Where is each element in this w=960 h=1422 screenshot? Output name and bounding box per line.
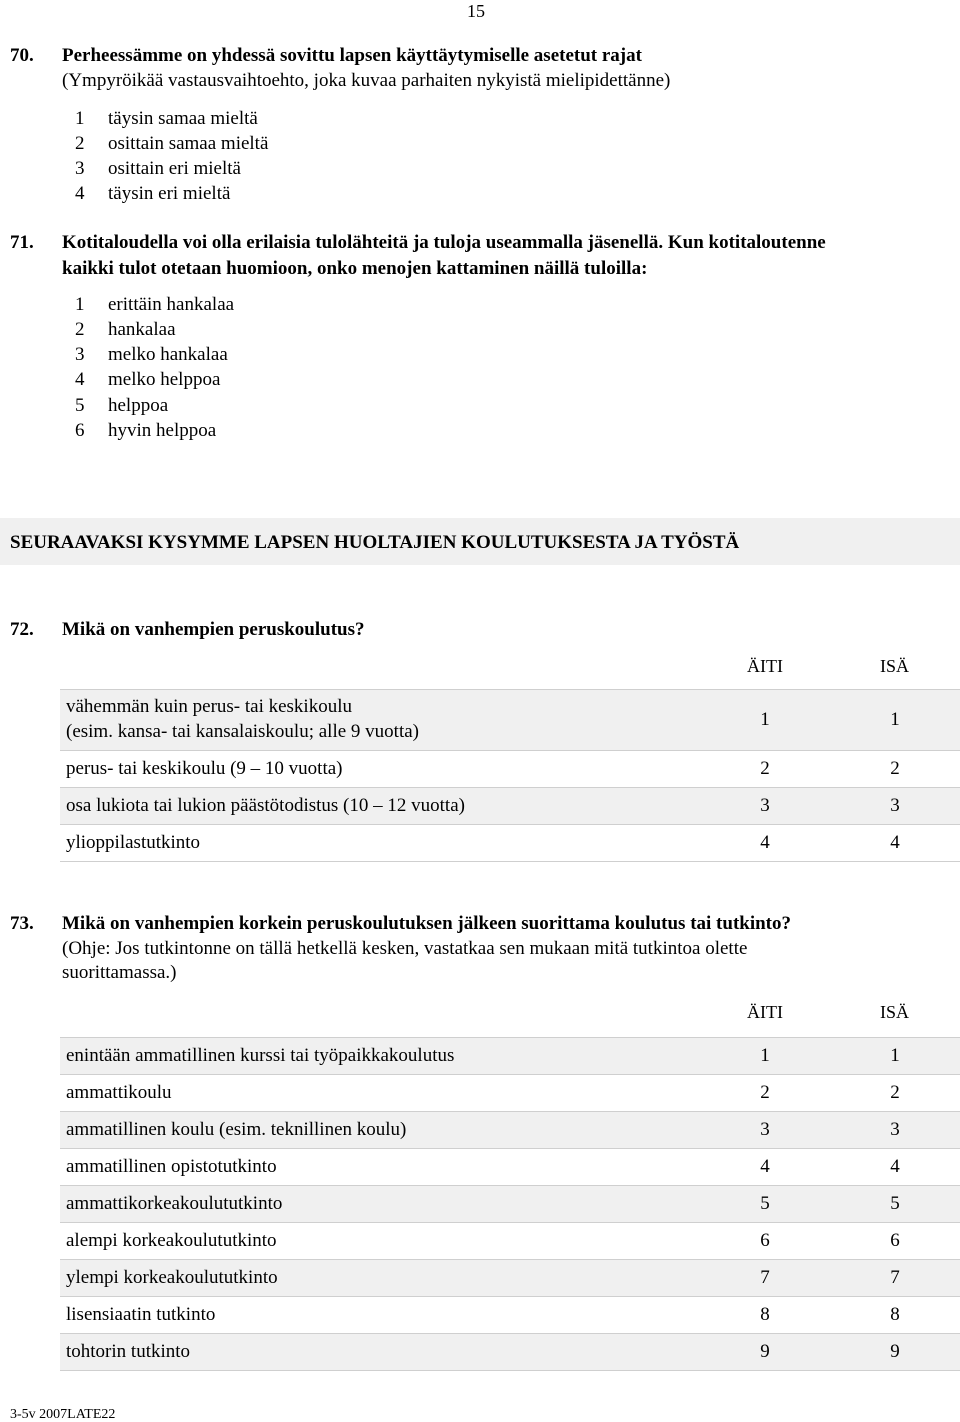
q73-father-option[interactable]: 5 bbox=[830, 1186, 960, 1223]
q73-title: Mikä on vanhempien korkein peruskoulutuksen jälkeen suorittama koulutus tai tutkinto? bbox=[62, 913, 792, 934]
q71-number: 71. bbox=[10, 232, 34, 253]
q73-row-label: alempi korkeakoulututkinto bbox=[60, 1223, 700, 1260]
q72-father-option[interactable]: 3 bbox=[830, 788, 960, 825]
q72-mother-option[interactable]: 2 bbox=[700, 751, 830, 788]
q70-instruction: (Ympyröikää vastausvaihtoehto, joka kuvaa parhaiten nykyistä mielipidettänne) bbox=[62, 70, 671, 91]
q72-table bbox=[60, 689, 960, 862]
q72-col-father: ISÄ bbox=[880, 656, 910, 676]
q73-row-label: enintään ammatillinen kurssi tai työpaikkakoulutus bbox=[60, 1038, 700, 1075]
q73-father-option[interactable]: 9 bbox=[830, 1334, 960, 1371]
table-row bbox=[60, 825, 960, 862]
q73-mother-option[interactable]: 3 bbox=[700, 1112, 830, 1149]
q73-father-option[interactable]: 1 bbox=[830, 1038, 960, 1075]
q72-row-label: osa lukiota tai lukion päästötodistus (10 – 12 vuotta) bbox=[60, 788, 700, 825]
table-row bbox=[60, 1334, 960, 1371]
q73-father-option[interactable]: 6 bbox=[830, 1223, 960, 1260]
q72-title: Mikä on vanhempien peruskoulutus? bbox=[62, 619, 365, 640]
table-row bbox=[60, 788, 960, 825]
q73-note-line1: (Ohje: Jos tutkintonne on tällä hetkellä kesken, vastatkaa sen mukaan mitä tutkintoa olette bbox=[62, 938, 748, 959]
page-number: 15 bbox=[467, 1, 485, 21]
q71-text-line1: Kotitaloudella voi olla erilaisia tulolähteitä ja tuloja useammalla jäsenellä. Kun kotitaloutenne bbox=[62, 232, 826, 253]
q71-text-line2: kaikki tulot otetaan huomioon, onko menojen kattaminen näillä tuloilla: bbox=[62, 258, 648, 279]
q73-father-option[interactable]: 7 bbox=[830, 1260, 960, 1297]
q73-mother-option[interactable]: 6 bbox=[700, 1223, 830, 1260]
q73-mother-option[interactable]: 4 bbox=[700, 1149, 830, 1186]
q71-option-number[interactable]: 2 bbox=[75, 319, 85, 340]
q73-row-label: lisensiaatin tutkinto bbox=[60, 1297, 700, 1334]
q71-option-number[interactable]: 6 bbox=[75, 420, 85, 441]
q70-option-label: osittain eri mieltä bbox=[108, 158, 241, 179]
q71-option-number[interactable]: 4 bbox=[75, 369, 85, 390]
q70-number: 70. bbox=[10, 45, 34, 66]
q72-mother-option[interactable]: 4 bbox=[700, 825, 830, 862]
q71-option-label: melko helppoa bbox=[108, 369, 221, 390]
q70-title: Perheessämme on yhdessä sovittu lapsen käyttäytymiselle asetetut rajat bbox=[62, 45, 642, 66]
q72-row-label: ylioppilastutkinto bbox=[60, 825, 700, 862]
q73-col-mother: ÄITI bbox=[747, 1002, 783, 1022]
table-row bbox=[60, 1223, 960, 1260]
q72-row-label-line2: (esim. kansa- tai kansalaiskoulu; alle 9 vuotta) bbox=[66, 721, 419, 742]
q73-col-father: ISÄ bbox=[880, 1002, 910, 1022]
table-row bbox=[60, 1297, 960, 1334]
q73-row-label: tohtorin tutkinto bbox=[60, 1334, 700, 1371]
q73-table bbox=[60, 1037, 960, 1371]
q71-option-number[interactable]: 5 bbox=[75, 395, 85, 416]
q73-row-label: ammatillinen opistotutkinto bbox=[60, 1149, 700, 1186]
q73-note-line2: suorittamassa.) bbox=[62, 962, 177, 983]
q72-mother-option[interactable]: 1 bbox=[700, 690, 830, 751]
table-row bbox=[60, 1075, 960, 1112]
q72-mother-option[interactable]: 3 bbox=[700, 788, 830, 825]
q72-row-label: perus- tai keskikoulu (9 – 10 vuotta) bbox=[60, 751, 700, 788]
q73-mother-option[interactable]: 5 bbox=[700, 1186, 830, 1223]
q71-option-number[interactable]: 1 bbox=[75, 294, 85, 315]
section-heading-box bbox=[0, 518, 960, 565]
q71-option-label: hyvin helppoa bbox=[108, 420, 217, 441]
q70-option-number[interactable]: 3 bbox=[75, 158, 85, 179]
q73-number: 73. bbox=[10, 913, 34, 934]
q70-option-label: osittain samaa mieltä bbox=[108, 133, 269, 154]
q73-row-label: ammattikoulu bbox=[60, 1075, 700, 1112]
q73-mother-option[interactable]: 2 bbox=[700, 1075, 830, 1112]
table-row bbox=[60, 751, 960, 788]
q72-father-option[interactable]: 1 bbox=[830, 690, 960, 751]
q71-option-label: hankalaa bbox=[108, 319, 176, 340]
q72-row-label bbox=[60, 690, 700, 751]
footer-code: 3-5v 2007LATE22 bbox=[10, 1407, 116, 1422]
q72-father-option[interactable]: 2 bbox=[830, 751, 960, 788]
q70-option-number[interactable]: 1 bbox=[75, 108, 85, 129]
table-row bbox=[60, 1260, 960, 1297]
q73-father-option[interactable]: 3 bbox=[830, 1112, 960, 1149]
q73-father-option[interactable]: 2 bbox=[830, 1075, 960, 1112]
q70-option-label: täysin samaa mieltä bbox=[108, 108, 258, 129]
q71-option-number[interactable]: 3 bbox=[75, 344, 85, 365]
q71-option-label: erittäin hankalaa bbox=[108, 294, 235, 315]
q73-mother-option[interactable]: 7 bbox=[700, 1260, 830, 1297]
q73-father-option[interactable]: 8 bbox=[830, 1297, 960, 1334]
section-heading: SEURAAVAKSI KYSYMME LAPSEN HUOLTAJIEN KOULUTUKSESTA JA TYÖSTÄ bbox=[10, 532, 740, 553]
q72-col-mother: ÄITI bbox=[747, 656, 783, 676]
q72-number: 72. bbox=[10, 619, 34, 640]
q73-mother-option[interactable]: 8 bbox=[700, 1297, 830, 1334]
q72-row-label-line1: vähemmän kuin perus- tai keskikoulu bbox=[66, 696, 352, 718]
q70-option-number[interactable]: 4 bbox=[75, 183, 85, 204]
q71-option-label: helppoa bbox=[108, 395, 169, 416]
q73-mother-option[interactable]: 9 bbox=[700, 1334, 830, 1371]
q73-mother-option[interactable]: 1 bbox=[700, 1038, 830, 1075]
q72-father-option[interactable]: 4 bbox=[830, 825, 960, 862]
q73-row-label: ammatillinen koulu (esim. teknillinen koulu) bbox=[60, 1112, 700, 1149]
table-row bbox=[60, 1112, 960, 1149]
q71-option-label: melko hankalaa bbox=[108, 344, 228, 365]
q73-row-label: ylempi korkeakoulututkinto bbox=[60, 1260, 700, 1297]
q70-option-label: täysin eri mieltä bbox=[108, 183, 231, 204]
table-row bbox=[60, 1186, 960, 1223]
table-row bbox=[60, 1149, 960, 1186]
table-row bbox=[60, 1038, 960, 1075]
q73-row-label: ammattikorkeakoulututkinto bbox=[60, 1186, 700, 1223]
q70-option-number[interactable]: 2 bbox=[75, 133, 85, 154]
q73-father-option[interactable]: 4 bbox=[830, 1149, 960, 1186]
table-row bbox=[60, 690, 960, 751]
